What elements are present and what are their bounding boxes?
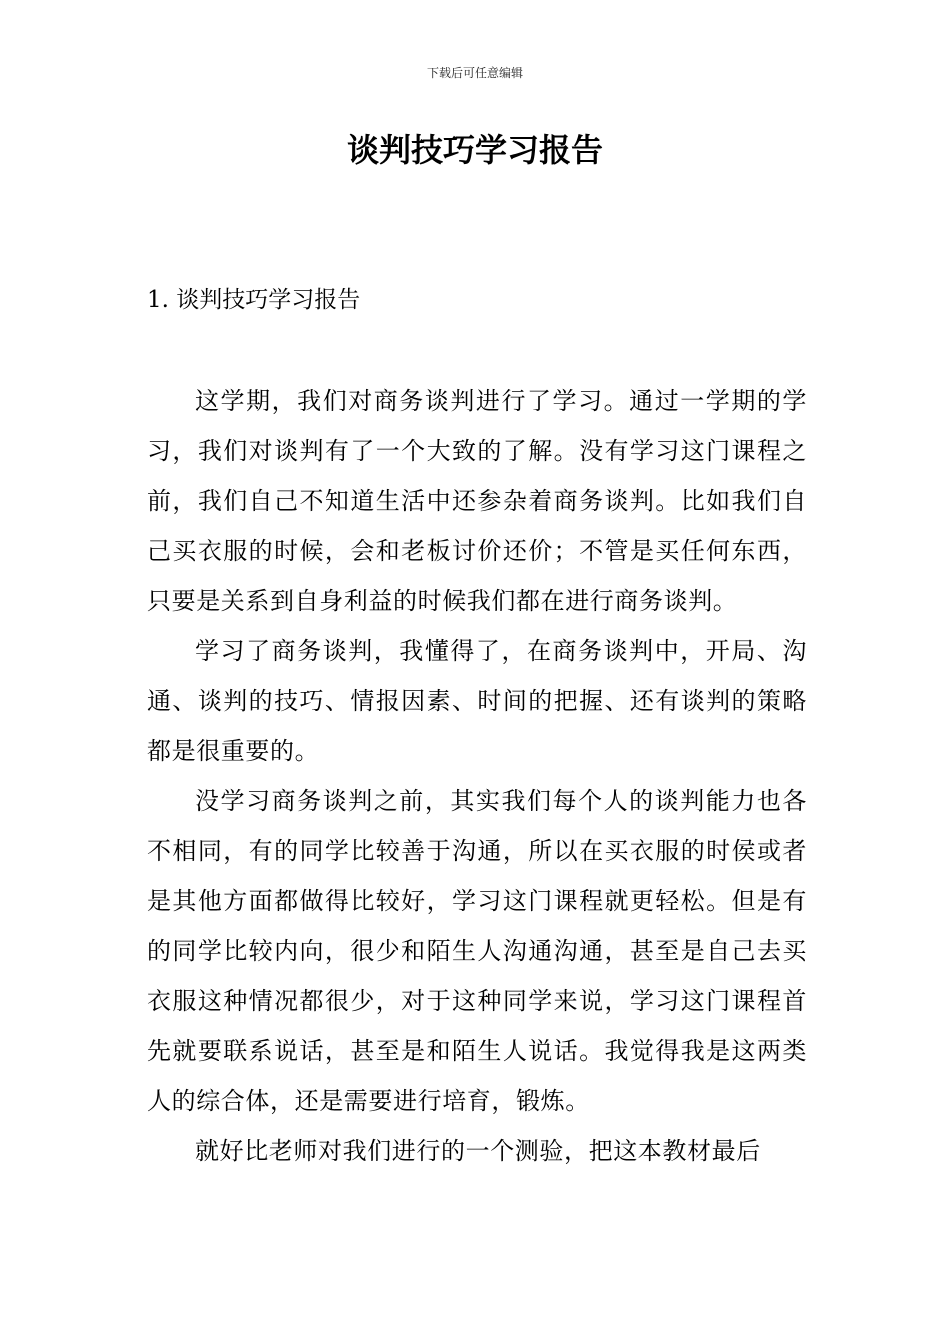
paragraph: 学习了商务谈判，我懂得了，在商务谈判中，开局、沟通、谈判的技巧、情报因素、时间的把握、还有谈判的策略都是很重要的。	[147, 637, 807, 765]
paragraph: 这学期，我们对商务谈判进行了学习。通过一学期的学习，我们对谈判有了一个大致的了解。没有学习这门课程之前，我们自己不知道生活中还参杂着商务谈判。比如我们自己买衣服的时候，会和老板讨价还价；不管是买任何东西，只要是关系到自身利益的时候我们都在进行商务谈判。	[147, 387, 807, 615]
header-note: 下载后可任意编辑	[426, 66, 523, 80]
body-text	[147, 376, 807, 1176]
section-heading: 1. 谈判技巧学习报告	[147, 287, 361, 313]
paragraph: 没学习商务谈判之前，其实我们每个人的谈判能力也各不相同，有的同学比较善于沟通，所以在买衣服的时侯或者是其他方面都做得比较好，学习这门课程就更轻松。但是有的同学比较内向，很少和陌生人沟通沟通，甚至是自己去买衣服这种情况都很少，对于这种同学来说，学习这门课程首先就要联系说话，甚至是和陌生人说话。我觉得我是这两类人的综合体，还是需要进行培育，锻炼。	[147, 787, 807, 1115]
paragraph: 就好比老师对我们进行的一个测验，把这本教材最后	[195, 1137, 761, 1165]
document-title: 谈判技巧学习报告	[346, 131, 603, 169]
